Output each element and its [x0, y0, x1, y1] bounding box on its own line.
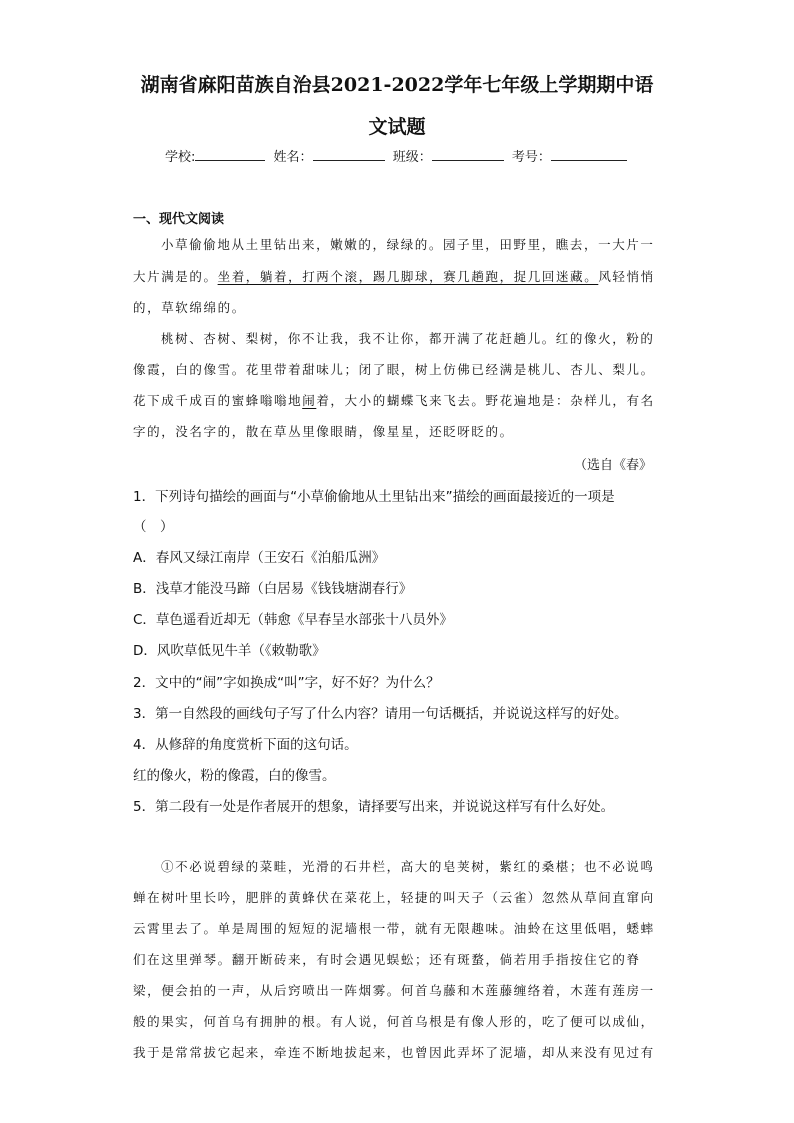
section-heading: 一、现代文阅读 — [133, 212, 225, 227]
question-4: 4．从修辞的角度赏析下面的这句话。 — [133, 737, 358, 753]
question-3: 3．第一自然段的画线句子写了什么内容？请用一句话概括，并说说这样写的好处。 — [133, 706, 628, 722]
passage1-line: 字的，没名字的，散在草丛里像眼睛，像星星，还眨呀眨的。 — [133, 424, 514, 439]
underlined-sentence: 坐着，躺着，打两个滚，踢几脚球，赛几趟跑，捉几回迷藏。 — [217, 269, 599, 284]
passage2-line: 我于是常常拔它起来，牵连不断地拔起来，也曾因此弄坏了泥墙，却从来没有见过有 — [133, 1045, 655, 1060]
school-blank — [195, 148, 265, 161]
passage-source: （选自《春》 — [574, 458, 653, 473]
passage1-text: 着，大小的蝴蝶飞来飞去。野花遍地是：杂样儿，有名 — [316, 393, 655, 408]
passage1-line: 的，草软绵绵的。 — [133, 300, 246, 315]
passage2-line: 般的果实，何首乌有拥肿的根。有人说，何首乌根是有像人形的，吃了便可以成仙， — [133, 1014, 655, 1029]
passage1-line: 桃树、杏树、梨树，你不让我，我不让你，都开满了花赶趟儿。红的像火，粉的 — [161, 331, 655, 346]
passage1-text: 花下成千成百的蜜蜂嗡嗡地 — [133, 393, 303, 408]
passage2-line: 蝉在树叶里长吟，肥胖的黄蜂伏在菜花上，轻捷的叫天子（云雀）忽然从草间直窜向 — [133, 890, 655, 905]
name-blank — [313, 148, 385, 161]
passage2-line: ①不必说碧绿的菜畦，光滑的石井栏，高大的皂荚树，紫红的桑椹；也不必说鸣 — [161, 859, 655, 874]
passage1-line: 像霞，白的像雪。花里带着甜味儿；闭了眼，树上仿佛已经满是桃儿、杏儿、梨儿。 — [133, 362, 655, 377]
question-2: 2．文中的“闹”字如换成“叫”字，好不好？为什么？ — [133, 675, 440, 691]
exam-title-line1: 湖南省麻阳苗族自治县2021-2022学年七年级上学期期中语 — [140, 74, 654, 96]
option-d: D．风吹草低见牛羊（《敕勒歌》 — [133, 643, 326, 659]
option-a: A．春风又绿江南岸（王安石《泊船瓜洲》 — [133, 550, 386, 566]
passage2-line: 们在这里弹琴。翻开断砖来，有时会遇见蜈蚣；还有斑蝥，倘若用手指按住它的脊 — [133, 952, 641, 967]
class-blank — [432, 148, 504, 161]
passage2-line: 梁，便会拍的一声，从后窍喷出一阵烟雾。何首乌藤和木莲藤缠络着，木莲有莲房一 — [133, 983, 655, 998]
passage2-line: 云霄里去了。单是周围的短短的泥墙根一带，就有无限趣味。油蛉在这里低唱，蟋蟀 — [133, 921, 655, 936]
passage1-text: 大片满是的。 — [133, 269, 218, 284]
exam-number-blank — [551, 148, 627, 161]
answer-paren: （ ） — [133, 519, 174, 535]
passage1-text: 风轻悄悄 — [598, 269, 655, 284]
question-4-quote: 红的像火，粉的像霞，白的像雪。 — [133, 768, 336, 784]
exam-title-line2: 文试题 — [368, 116, 426, 138]
name-label: 姓名： — [273, 150, 313, 165]
exam-number-label: 考号： — [511, 150, 551, 165]
student-info-row — [165, 146, 631, 165]
school-label: 学校: — [165, 150, 196, 165]
passage1-line: 小草偷偷地从土里钻出来，嫩嫩的，绿绿的。园子里，田野里，瞧去，一大片一 — [161, 237, 655, 252]
class-label: 班级： — [392, 150, 432, 165]
passage1-line — [133, 391, 655, 409]
question-1: 1．下列诗句描绘的画面与“小草偷偷地从土里钻出来”描绘的画面最接近的一项是 — [133, 489, 615, 505]
question-5: 5．第二段有一处是作者展开的想象，请择要写出来，并说说这样写有什么好处。 — [133, 799, 615, 815]
option-b: B．浅草才能没马蹄（白居易《钱钱塘湖春行》 — [133, 581, 413, 597]
option-c: C．草色遥看近却无（韩愈《早春呈水部张十八员外》 — [133, 612, 453, 628]
underlined-word: 闹 — [302, 393, 317, 408]
passage1-line — [133, 267, 655, 285]
